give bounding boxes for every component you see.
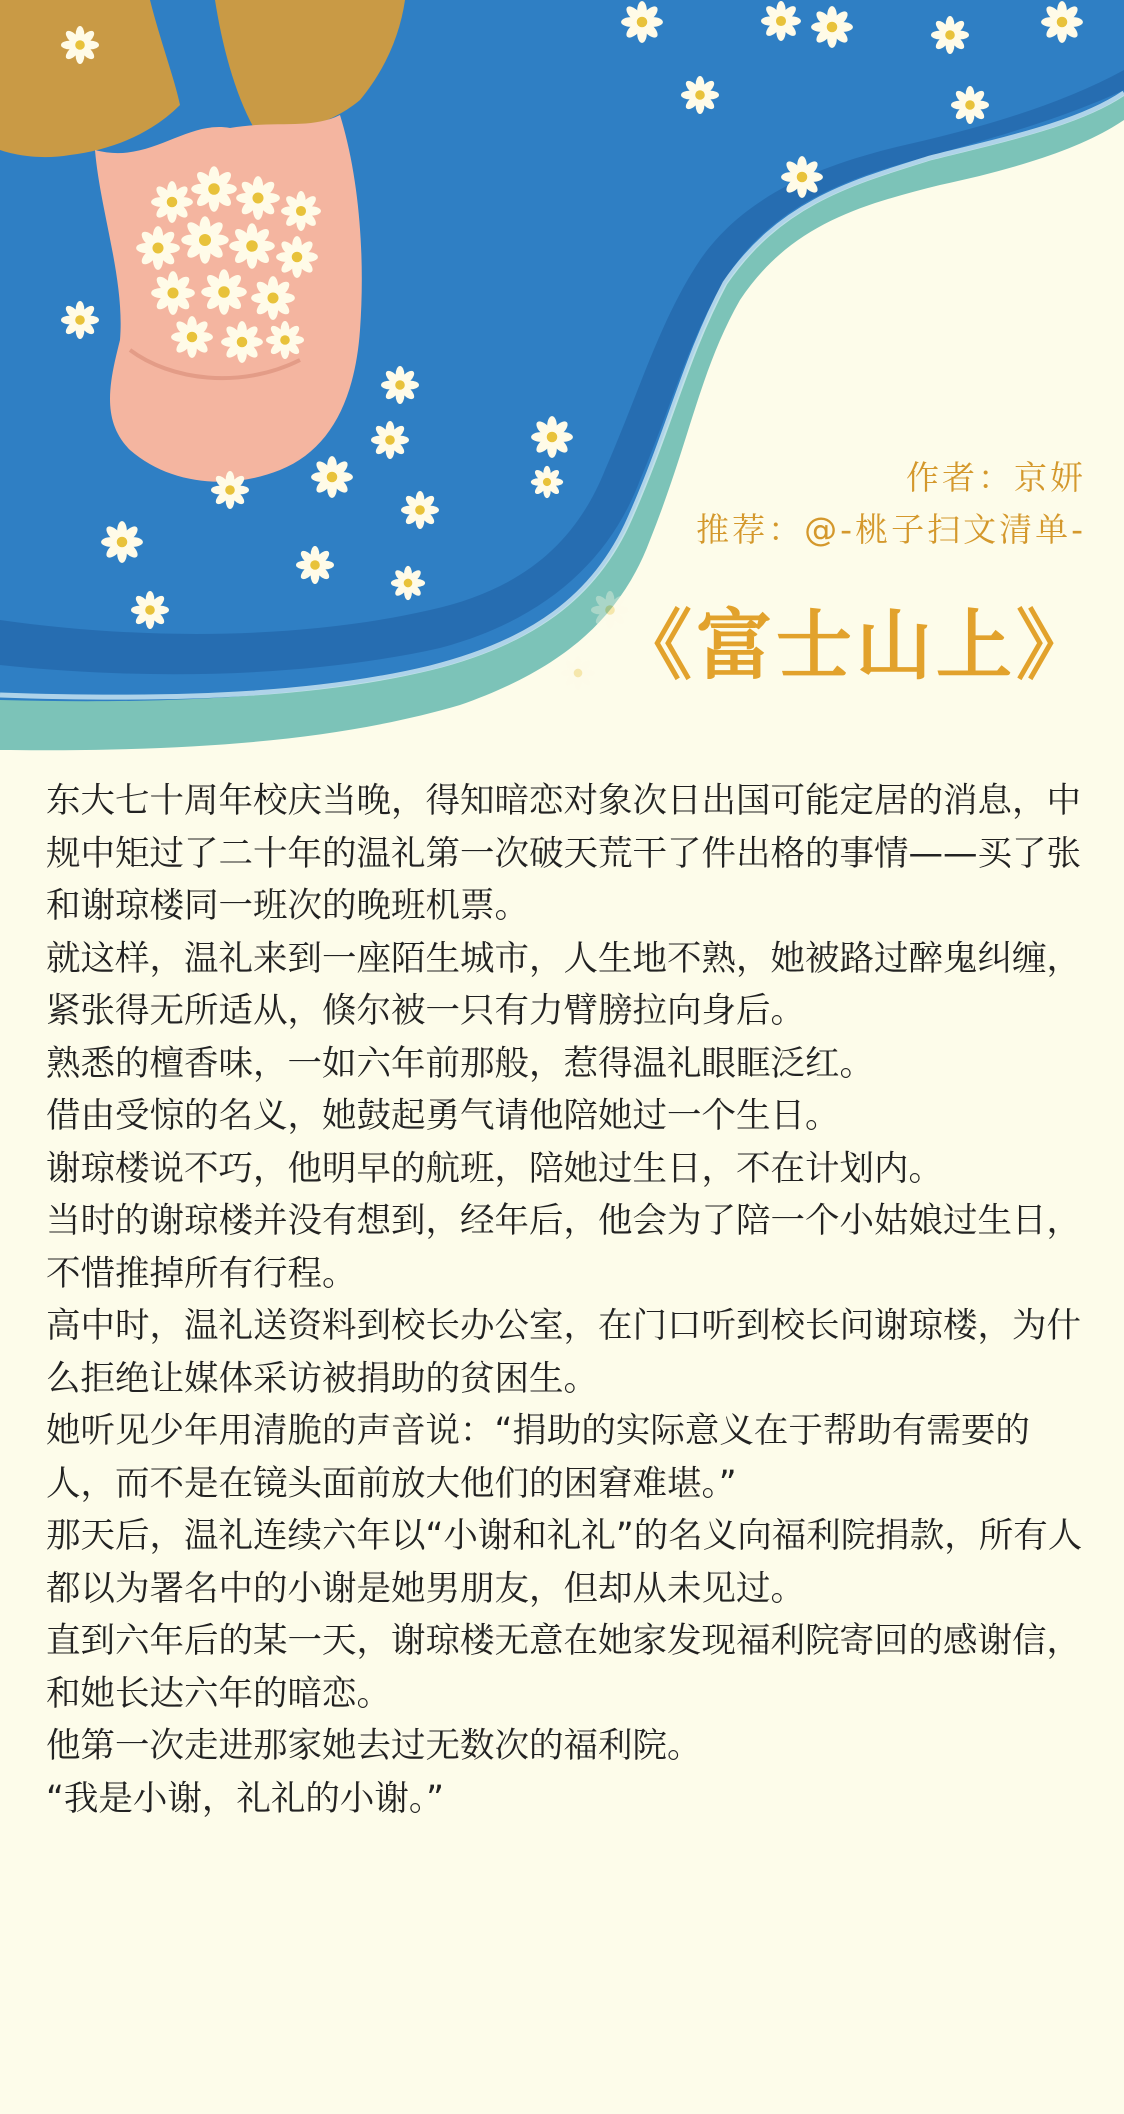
book-title: 《富士山上》: [616, 601, 1096, 690]
author-credit: 作者：京妍: [906, 458, 1086, 497]
synopsis-paragraph: 谢琼楼说不巧，他明早的航班，陪她过生日，不在计划内。: [46, 1148, 943, 1189]
synopsis-paragraph: 借由受惊的名义，她鼓起勇气请他陪她过一个生日。: [46, 1096, 840, 1136]
synopsis-paragraph: 当时的谢琼楼并没有想到，经年后，他会为了陪一个小姑娘过生日，不惜推掉所有行程。: [46, 1201, 1081, 1294]
synopsis-paragraph: 直到六年后的某一天，谢琼楼无意在她家发现福利院寄回的感谢信，和她长达六年的暗恋。: [46, 1621, 1081, 1714]
synopsis-paragraph: 熟悉的檀香味，一如六年前那般，惹得温礼眼眶泛红。: [46, 1043, 874, 1084]
recommender-credit: 推荐：@-桃子扫文清单-: [696, 510, 1086, 549]
synopsis-paragraph: 东大七十周年校庆当晚，得知暗恋对象次日出国可能定居的消息，中规中矩过了二十年的温礼第一次破天荒干了件出格的事情——买了张和谢琼楼同一班次的晚班机票。: [46, 781, 1081, 926]
synopsis-paragraph: 她听见少年用清脆的声音说：“捐助的实际意义在于帮助有需要的人，而不是在镜头面前放大他们的困窘难堪。”: [46, 1411, 1030, 1504]
synopsis-paragraph: “我是小谢，礼礼的小谢。”: [46, 1778, 444, 1819]
story-synopsis: [46, 775, 1096, 1825]
synopsis-paragraph: 他第一次走进那家她去过无数次的福利院。: [46, 1726, 702, 1766]
synopsis-paragraph: 就这样，温礼来到一座陌生城市，人生地不熟，她被路过醉鬼纠缠，紧张得无所适从，倏尔被一只有力臂膀拉向身后。: [46, 938, 1081, 1031]
synopsis-paragraph: 高中时，温礼送资料到校长办公室，在门口听到校长问谢琼楼，为什么拒绝让媒体采访被捐助的贫困生。: [46, 1306, 1081, 1399]
synopsis-paragraph: 那天后，温礼连续六年以“小谢和礼礼”的名义向福利院捐款，所有人都以为署名中的小谢是她男朋友，但却从未见过。: [46, 1516, 1083, 1609]
